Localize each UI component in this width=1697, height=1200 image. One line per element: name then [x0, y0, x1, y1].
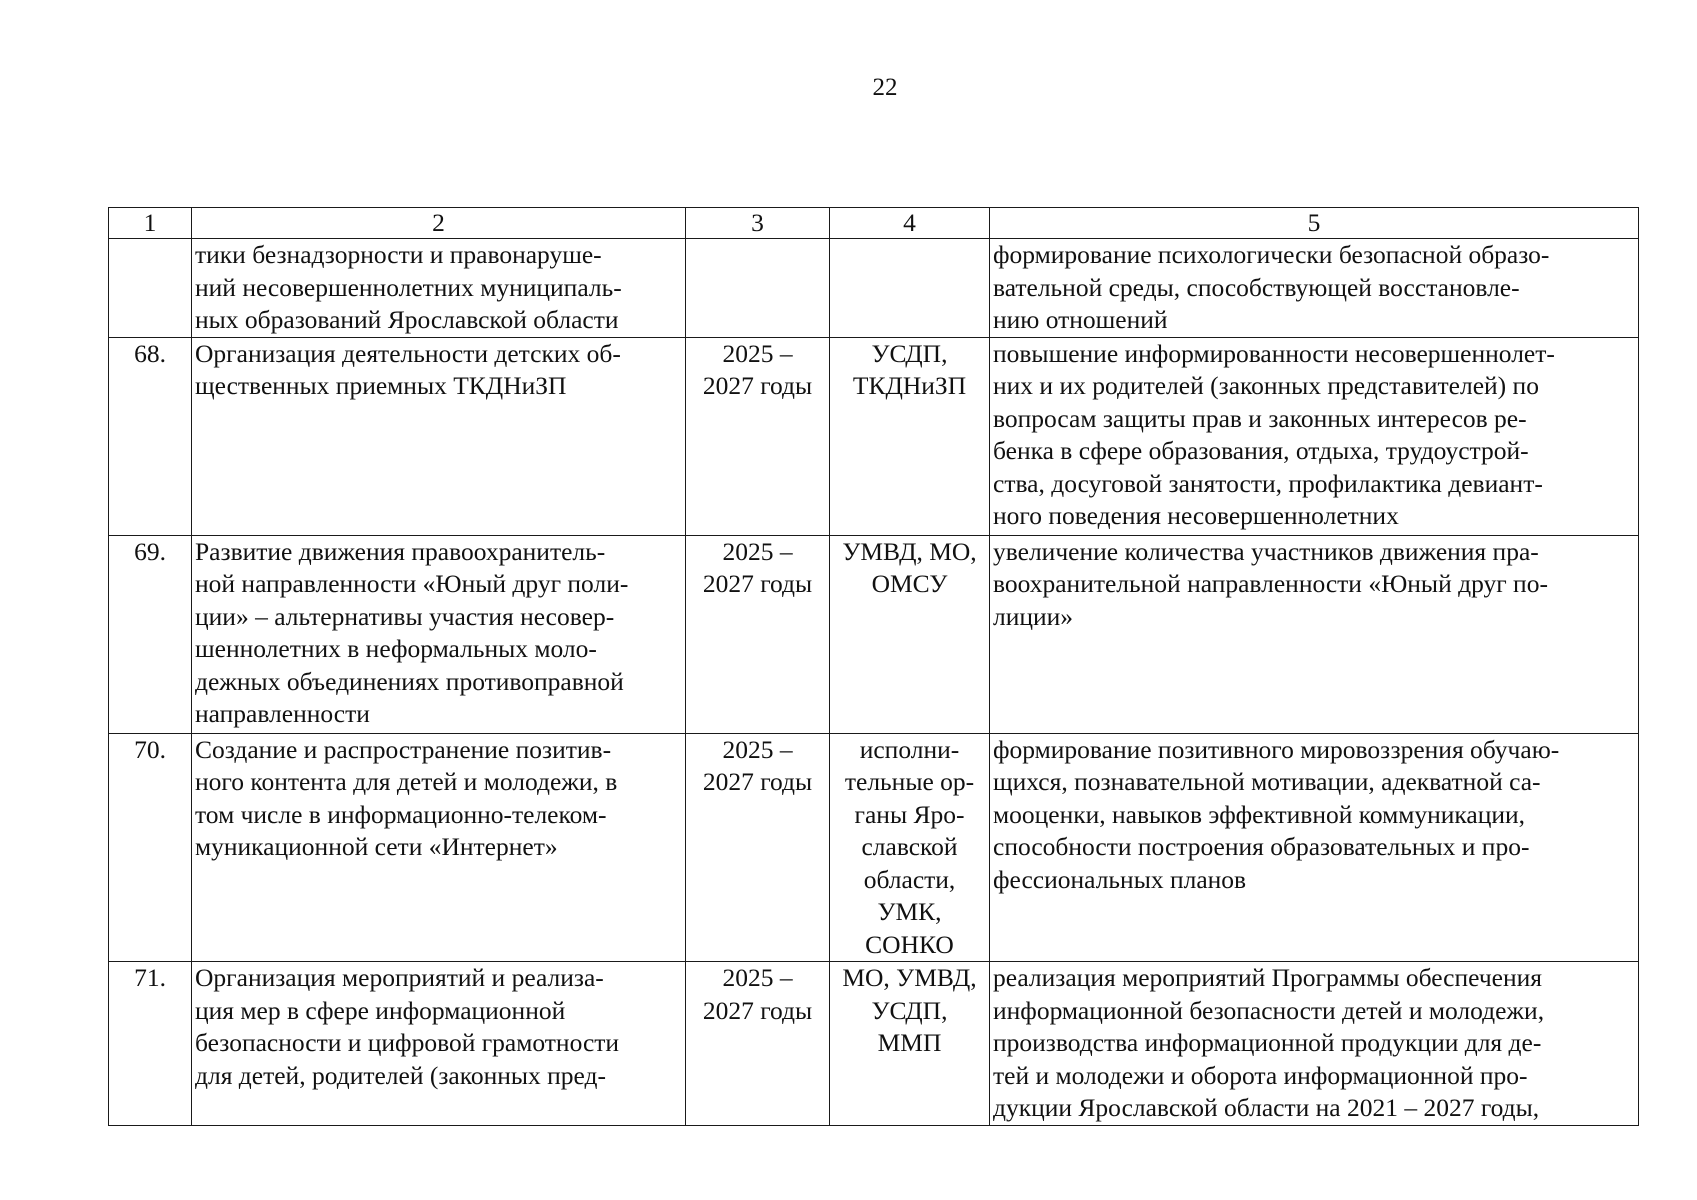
measure-line: дежных объединениях противоправной: [195, 666, 624, 696]
measures-table: [108, 207, 1639, 1126]
column-header-1: 1: [109, 208, 192, 239]
measure-line: Организация мероприятий и реализа-: [195, 963, 604, 992]
result-line: информационной безопасности детей и молодежи,: [993, 995, 1545, 1025]
measure-line: тики безнадзорности и правонаруше-: [195, 240, 602, 269]
measure-line: ной направленности «Юный друг поли-: [195, 569, 629, 598]
result-line: дукции Ярославской области на 2021 – 2027 годы,: [993, 1093, 1540, 1122]
result-line: ного поведения несовершеннолетних: [993, 501, 1399, 530]
measure-line: шеннолетних в неформальных моло-: [195, 634, 597, 663]
result-line: щихся, познавательной мотивации, адекватной са-: [993, 767, 1541, 796]
measure-cell: [192, 239, 686, 338]
measure-cell: [192, 337, 686, 535]
result-line: мооценки, навыков эффективной коммуникации,: [993, 799, 1526, 829]
period-line: 2027 годы: [702, 569, 813, 598]
measure-line: ция мер в сфере информационной: [195, 995, 566, 1025]
period-cell: [686, 239, 830, 338]
row-number: [109, 239, 192, 338]
executor-line: ОМСУ: [871, 569, 948, 598]
executor-line: МО, УМВД,: [842, 963, 977, 992]
measure-cell: [192, 535, 686, 733]
result-line: формирование позитивного мировоззрения обучаю-: [993, 734, 1560, 764]
column-header-4: 4: [830, 208, 990, 239]
result-line: бенка в сфере образования, отдыха, трудоустрой-: [993, 436, 1529, 465]
executors-cell: [830, 337, 990, 535]
measure-line: том числе в информационно-телеком-: [195, 799, 607, 829]
executors-cell: [830, 535, 990, 733]
result-line: увеличение количества участников движения пра-: [993, 536, 1539, 566]
measure-line: ний несовершеннолетних муниципаль-: [195, 272, 622, 302]
executor-line: ТКДНиЗП: [852, 371, 967, 400]
result-line: тей и молодежи и оборота информационной про-: [993, 1060, 1528, 1090]
table-row: [109, 337, 1639, 535]
period-cell: [686, 337, 830, 535]
executors-cell: [830, 733, 990, 962]
table-row: [109, 535, 1639, 733]
executors-cell: [830, 239, 990, 338]
measure-line: направленности: [195, 699, 370, 728]
period-line: 2027 годы: [702, 767, 813, 796]
result-line: вательной среды, способствующей восстановле-: [993, 272, 1520, 302]
result-line: фессиональных планов: [993, 864, 1247, 894]
column-header-5: 5: [990, 208, 1639, 239]
result-line: лиции»: [993, 601, 1074, 631]
measure-line: Создание и распространение позитив-: [195, 734, 612, 764]
period-cell: [686, 535, 830, 733]
row-number: 68.: [109, 337, 192, 535]
executor-line: области,: [863, 864, 956, 894]
result-line: формирование психологически безопасной образо-: [993, 240, 1550, 269]
result-cell: [990, 239, 1639, 338]
column-header-3: 3: [686, 208, 830, 239]
period-cell: [686, 962, 830, 1126]
result-line: воохранительной направленности «Юный друг по-: [993, 569, 1548, 598]
row-number: 70.: [109, 733, 192, 962]
executor-line: УМВД, МО,: [842, 536, 977, 566]
period-line: 2025 –: [722, 963, 793, 992]
executor-line: ганы Яро-: [854, 799, 965, 829]
measure-line: муникационной сети «Интернет»: [195, 832, 558, 861]
executor-line: СОНКО: [865, 929, 954, 959]
measure-line: ции» – альтернативы участия несовер-: [195, 601, 615, 631]
executor-line: УСДП,: [871, 995, 948, 1025]
result-cell: [990, 337, 1639, 535]
period-line: 2025 –: [722, 338, 793, 368]
table-row: [109, 733, 1639, 962]
executor-line: исполни-: [859, 734, 960, 764]
measure-line: ных образований Ярославской области: [195, 305, 619, 334]
measure-line: щественных приемных ТКДНиЗП: [195, 371, 567, 400]
page-number: 22: [872, 74, 898, 101]
result-line: вопросам защиты прав и законных интересов ре-: [993, 403, 1527, 433]
period-cell: [686, 733, 830, 962]
table-header-row: [109, 208, 1639, 239]
period-line: 2027 годы: [702, 371, 813, 400]
result-cell: [990, 535, 1639, 733]
measure-cell: [192, 962, 686, 1126]
executor-line: УМК,: [877, 897, 942, 926]
executor-line: ММП: [877, 1028, 942, 1057]
measure-line: ного контента для детей и молодежи, в: [195, 767, 618, 796]
column-header-2: 2: [192, 208, 686, 239]
result-line: способности построения образовательных и про-: [993, 832, 1530, 861]
measure-line: Организация деятельности детских об-: [195, 338, 621, 368]
table-row: [109, 962, 1639, 1126]
period-line: 2025 –: [722, 734, 793, 764]
executor-line: УСДП,: [871, 338, 948, 368]
executor-line: славской: [861, 832, 958, 861]
measure-cell: [192, 733, 686, 962]
executor-line: тельные ор-: [844, 767, 975, 796]
period-line: 2025 –: [722, 536, 793, 566]
result-cell: [990, 733, 1639, 962]
executors-cell: [830, 962, 990, 1126]
measure-line: безопасности и цифровой грамотности: [195, 1028, 620, 1057]
table-row: [109, 239, 1639, 338]
result-line: ства, досуговой занятости, профилактика девиант-: [993, 468, 1543, 498]
result-line: нию отношений: [993, 305, 1168, 334]
period-line: 2027 годы: [702, 995, 813, 1025]
result-line: реализация мероприятий Программы обеспечения: [993, 963, 1542, 992]
measure-line: для детей, родителей (законных пред-: [195, 1060, 606, 1090]
measure-line: Развитие движения правоохранитель-: [195, 536, 606, 566]
result-line: производства информационной продукции для де-: [993, 1028, 1542, 1057]
row-number: 71.: [109, 962, 192, 1126]
result-line: повышение информированности несовершеннолет-: [993, 338, 1555, 368]
result-cell: [990, 962, 1639, 1126]
row-number: 69.: [109, 535, 192, 733]
result-line: них и их родителей (законных представителей) по: [993, 371, 1539, 400]
